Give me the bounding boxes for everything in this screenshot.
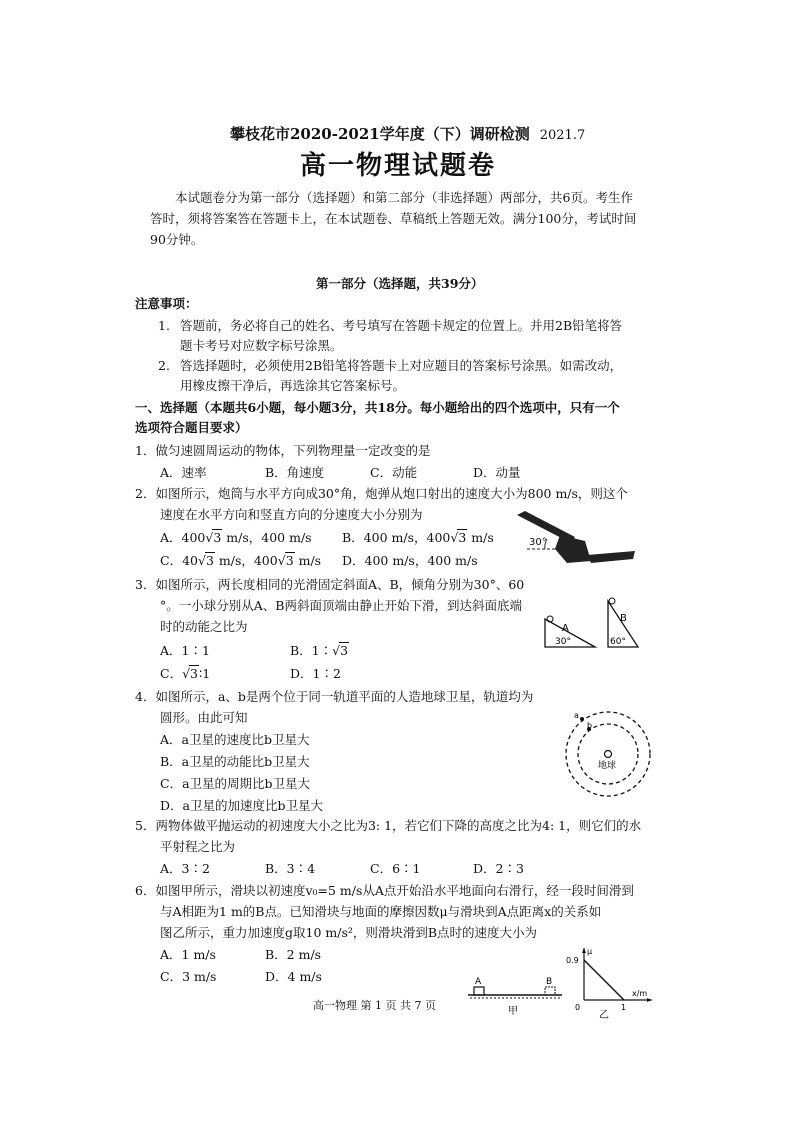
exam-header-title: 攀枝花市2020-2021学年度（下）调研检测 <box>230 125 530 143</box>
q2-option-a <box>160 530 312 546</box>
note-1-line-1: 答题前，务必将自己的姓名、考号填写在答题卡规定的位置上。并用2B铅笔将答 <box>180 318 623 333</box>
notes-heading: 注意事项： <box>135 296 198 311</box>
q5-stem-2: 平射程之比为 <box>160 839 236 854</box>
q4-fig-earth: 地球 <box>598 761 617 771</box>
intro-line-3: 90分钟。 <box>150 232 204 247</box>
q6-stem-3: 图乙所示，重力加速度g取10 m/s²，则滑块滑到B点时的速度大小为 <box>160 925 538 940</box>
q2-stem-1: 2．如图所示，炮筒与水平方向成30°角，炮弹从炮口射出的速度大小为800 m/s，则这个 <box>135 486 628 501</box>
sqrt-sign: √3 <box>450 530 467 545</box>
q3-b-rad: 3 <box>340 643 349 658</box>
q6-fig-1: 1 <box>621 1003 627 1012</box>
q6-stem-2: 与A相距为1 m的B点。已知滑块与地面的摩擦因数μ与滑块到A点距离x的关系如 <box>160 904 602 919</box>
q3-option-a: A．1∶1 <box>160 643 210 658</box>
page-footer: 高一物理 第 1 页 共 7 页 <box>313 999 436 1012</box>
y-axis-arrow <box>582 948 586 953</box>
q2-a-rad: 3 <box>213 530 222 545</box>
q5-option-c: C．6∶1 <box>370 861 421 876</box>
block-b <box>545 987 555 995</box>
q6-option-d: D．4 m/s <box>265 969 322 984</box>
section1-line-2: 选项符合题目要求） <box>135 420 248 435</box>
q2-b-pre: B．400 m/s，400 <box>342 530 451 545</box>
q6-option-c: C．3 m/s <box>160 969 217 984</box>
q6-stem-1: 6．如图甲所示，滑块以初速度v₀=5 m/s从A点开始沿水平地面向右滑行，经一段时间滑到 <box>135 883 634 898</box>
cannon-wheel <box>565 545 581 561</box>
q3-option-b <box>290 643 349 659</box>
q3-c-rad: 3 <box>190 666 198 681</box>
q2-fig-angle: 30° <box>529 537 547 548</box>
q6-fig-yi: 乙 <box>599 1010 609 1020</box>
q6-fig-jia: 甲 <box>508 1006 518 1017</box>
q4-stem-1: 4．如图所示，a、b是两个位于同一轨道平面的人造地球卫星，轨道均为 <box>135 689 534 704</box>
q4-option-a: A．a卫星的速度比b卫星大 <box>160 732 310 747</box>
mu-line <box>584 960 624 1000</box>
q2-option-c <box>160 553 321 569</box>
q2-c-post: m/s <box>294 553 322 568</box>
q1-option-d: D．动量 <box>473 465 521 480</box>
q2-c-mid: m/s，400 <box>214 553 278 568</box>
q3-fig-label-b: B <box>620 613 627 624</box>
q1-option-a: A．速率 <box>160 465 207 480</box>
q6-fig-mu: μ <box>587 947 593 956</box>
q5-option-b: B．3∶4 <box>265 861 316 876</box>
q6-option-a: A．1 m/s <box>160 947 216 962</box>
q3-c-pre: C． <box>160 666 183 681</box>
q2-option-b <box>342 530 494 546</box>
q5-option-a: A．3∶2 <box>160 861 210 876</box>
q2-b-post: m/s <box>467 530 494 545</box>
exam-date: 2021.7 <box>539 128 586 143</box>
q5-stem-1: 5．两物体做平抛运动的初速度大小之比为3: 1，若它们下降的高度之比为4: 1，则它们的水 <box>135 818 642 833</box>
exam-header-line <box>230 126 585 144</box>
sqrt-sign: √3 <box>182 666 198 681</box>
q4-orbit-figure <box>562 708 654 800</box>
q6-fig-a: A <box>475 977 482 987</box>
note-2-line-2: 用橡皮擦干净后，再选涂其它答案标号。 <box>180 378 406 393</box>
q3-fig-angle-b: 60° <box>610 637 626 647</box>
q3-stem-1: 3．如图所示，两长度相同的光滑固定斜面A、B，倾角分别为30°、60 <box>135 577 525 592</box>
q3-option-c <box>160 666 210 682</box>
section1-line-1: 一、选择题（本题共6小题，每小题3分，共18分。每小题给出的四个选项中，只有一个 <box>135 400 620 415</box>
q6-fig-b: B <box>546 977 553 987</box>
q6-option-b: B．2 m/s <box>265 947 322 962</box>
satellite-a <box>580 717 584 721</box>
intro-line-1: 本试题卷分为第一部分（选择题）和第二部分（非选择题）两部分，共6页。考生作 <box>175 190 633 205</box>
intro-line-2: 答时，须将答案答在答题卡上，在本试题卷、草稿纸上答题无效。满分100分，考试时间 <box>150 211 637 226</box>
q3-stem-2: °。一小球分别从A、B两斜面顶端由静止开始下滑，到达斜面底端 <box>160 598 522 613</box>
q3-c-post: ∶1 <box>199 666 211 681</box>
q1-option-c: C．动能 <box>370 465 418 480</box>
q6-fig-xm: x/m <box>632 989 648 998</box>
orbit-b <box>578 724 638 784</box>
sqrt-sign: √3 <box>277 553 294 568</box>
q3-inclines-figure <box>540 595 645 655</box>
note-2-line-1: 答选择题时，必须使用2B铅笔将答题卡上对应题目的答案标号涂黑。如需改动， <box>180 358 623 373</box>
cannon-trail <box>587 551 635 563</box>
q2-stem-2: 速度在水平方向和竖直方向的分速度大小分别为 <box>160 507 423 522</box>
q5-option-d: D．2∶3 <box>473 861 524 876</box>
q6-fig-0: 0 <box>575 1003 581 1012</box>
main-title: 高一物理试题卷 <box>300 151 497 181</box>
q6-figure-yi <box>566 944 658 1020</box>
q4-option-c: C．a卫星的周期比b卫星大 <box>160 776 311 791</box>
q1-stem: 1．做匀速圆周运动的物体，下列物理量一定改变的是 <box>135 443 431 458</box>
q4-stem-2: 圆形。由此可知 <box>160 710 248 725</box>
q1-option-b: B．角速度 <box>265 465 325 480</box>
note-2-num: 2. <box>158 358 170 373</box>
sqrt-sign: √3 <box>332 643 349 658</box>
q3-fig-angle-a: 30° <box>555 637 571 647</box>
q2-cannon-figure <box>505 505 640 570</box>
q3-b-pre: B．1∶ <box>290 643 333 658</box>
q4-fig-a: a <box>574 711 579 720</box>
sqrt-sign: √3 <box>205 530 222 545</box>
q2-c-rad: 3 <box>205 553 214 568</box>
q2-option-d: D．400 m/s，400 m/s <box>342 553 478 568</box>
q2-a-post: m/s，400 m/s <box>222 530 312 545</box>
q3-stem-3: 时的动能之比为 <box>160 619 248 634</box>
q2-b-rad: 3 <box>458 530 467 545</box>
earth-icon <box>605 751 612 758</box>
block-a <box>474 987 484 995</box>
part1-title: 第一部分（选择题，共39分） <box>316 276 484 291</box>
note-1-line-2: 题卡考号对应数字标号涂黑。 <box>180 338 343 353</box>
q3-fig-label-a: A <box>562 623 569 634</box>
q4-fig-b: b <box>587 721 593 730</box>
q4-option-d: D．a卫星的加速度比b卫星大 <box>160 798 323 813</box>
q4-option-b: B．a卫星的动能比b卫星大 <box>160 754 310 769</box>
q6-fig-09: 0.9 <box>566 956 579 965</box>
q3-option-d: D．1∶2 <box>290 666 341 681</box>
ball-b <box>609 598 615 604</box>
note-1-num: 1. <box>158 318 170 333</box>
q6-figure-jia <box>466 972 566 1018</box>
q2-c-pre: C．40 <box>160 553 198 568</box>
sqrt-sign: √3 <box>197 553 214 568</box>
q2-c-rad2: 3 <box>285 553 294 568</box>
q2-a-pre: A．400 <box>160 530 206 545</box>
x-axis-arrow <box>647 998 652 1002</box>
